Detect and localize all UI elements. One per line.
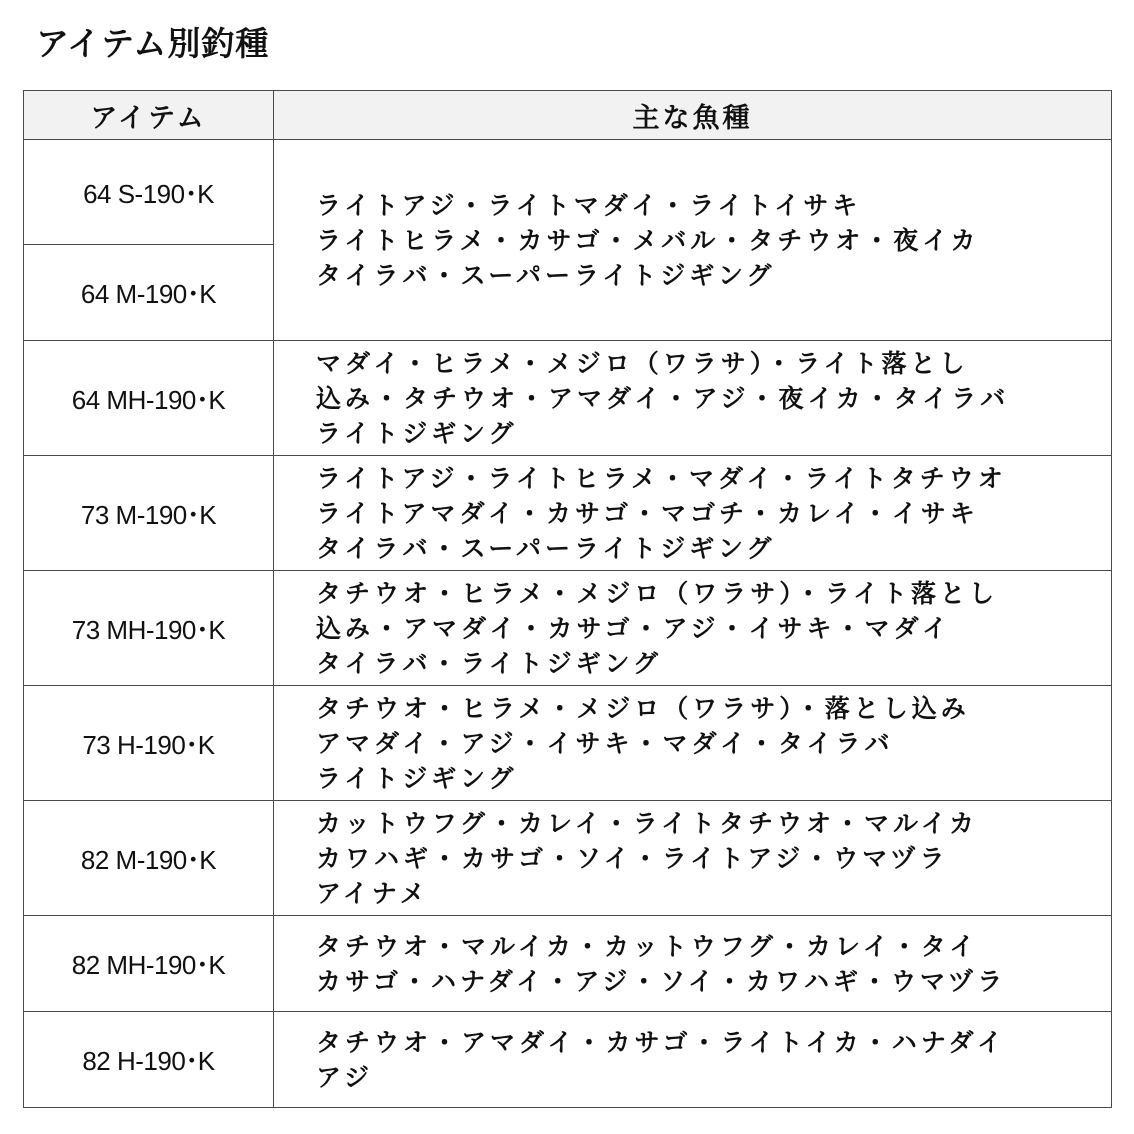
column-header-species: 主な魚種 [274,91,1112,140]
table-row [24,686,1112,801]
species-line: タチウオ・マルイカ・カットウフグ・カレイ・タイ [316,931,979,961]
species-line: タイラバ・スーパーライトジギング [316,533,776,563]
species-line: カワハギ・カサゴ・ソイ・ライトアジ・ウマヅラ [316,843,949,873]
table-row [24,801,1112,916]
species-line: ライトヒラメ・カサゴ・メバル・タチウオ・夜イカ [316,225,980,255]
species-cell [274,686,1112,801]
species-line: ライトアジ・ライトマダイ・ライトイサキ [316,190,862,220]
item-cell: 82 H-190･K [24,1012,274,1108]
species-table [23,90,1112,1108]
species-line: タチウオ・ヒラメ・メジロ（ワラサ）・落とし込み [316,693,970,723]
species-line: アイナメ [316,878,429,908]
species-line: カサゴ・ハナダイ・アジ・ソイ・カワハギ・ウマヅラ [316,966,1007,996]
item-cell: 82 MH-190･K [24,916,274,1012]
species-cell [274,1012,1112,1108]
species-line: タイラバ・ライトジギング [316,648,663,678]
item-cell: 82 M-190･K [24,801,274,916]
species-line: タチウオ・ヒラメ・メジロ（ワラサ）・ライト落とし [316,578,999,608]
item-cell: 64 MH-190･K [24,341,274,456]
table-header-row [24,91,1112,140]
species-line: タチウオ・アマダイ・カサゴ・ライトイカ・ハナダイ [316,1027,1007,1057]
species-line: ライトジギング [316,763,518,793]
item-cell: 64 S-190･K [24,140,274,245]
species-cell [274,801,1112,916]
species-line: 込み・タチウオ・アマダイ・アジ・夜イカ・タイラバ [316,383,1010,413]
species-line: 込み・アマダイ・カサゴ・アジ・イサキ・マダイ [316,613,952,643]
species-cell [274,456,1112,571]
species-cell [274,341,1112,456]
table-row [24,456,1112,571]
species-line: ライトアマダイ・カサゴ・マゴチ・カレイ・イサキ [316,498,979,528]
table-row [24,1012,1112,1108]
table-row [24,140,1112,245]
species-line: カットウフグ・カレイ・ライトタチウオ・マルイカ [316,808,979,838]
page-title: アイテム別釣種 [36,24,270,63]
table-row [24,341,1112,456]
column-header-item: アイテム [24,91,274,140]
species-line: マダイ・ヒラメ・メジロ（ワラサ）・ライト落とし [316,348,969,378]
species-line: ライトジギング [316,418,518,448]
item-cell: 73 M-190･K [24,456,274,571]
species-line: アジ [316,1062,374,1092]
species-cell [274,571,1112,686]
species-line: ライトアジ・ライトヒラメ・マダイ・ライトタチウオ [316,463,1007,493]
table-row [24,916,1112,1012]
species-cell [274,916,1112,1012]
table-row [24,571,1112,686]
species-line: タイラバ・スーパーライトジギング [316,260,776,290]
item-cell: 64 M-190･K [24,245,274,341]
item-cell: 73 H-190･K [24,686,274,801]
species-line: アマダイ・アジ・イサキ・マダイ・タイラバ [316,728,894,758]
item-cell: 73 MH-190･K [24,571,274,686]
species-cell [274,140,1112,341]
